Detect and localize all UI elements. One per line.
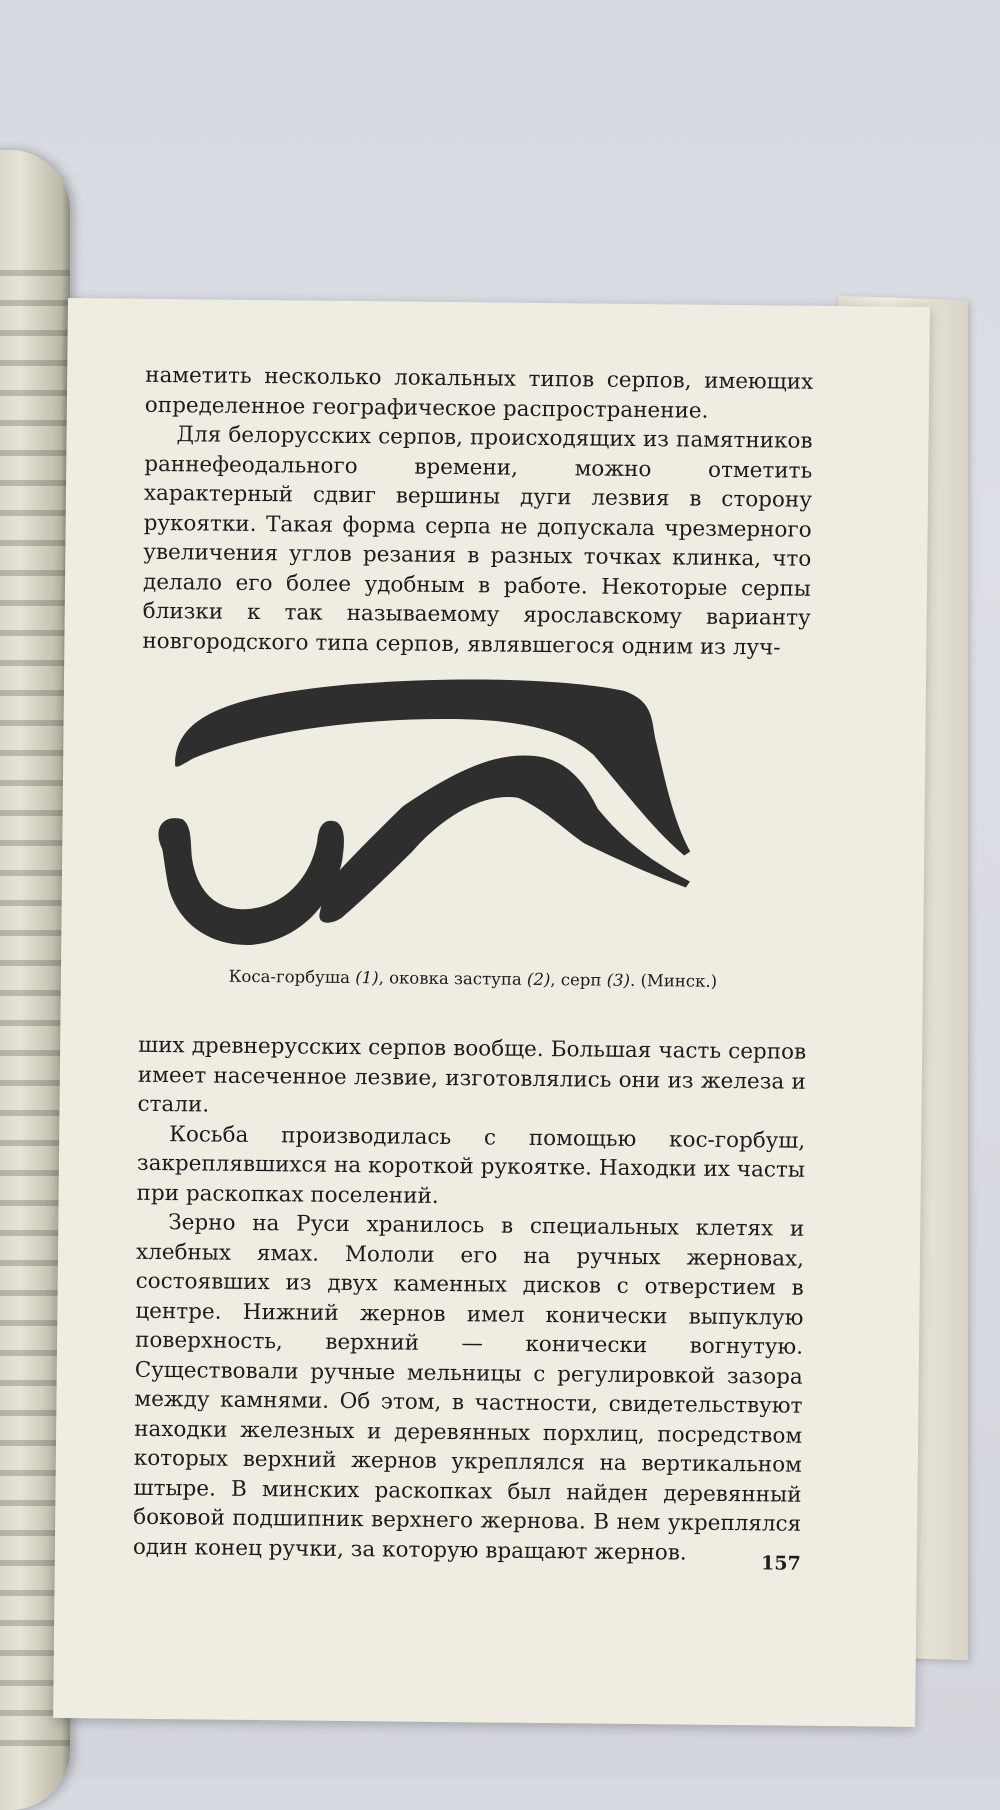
caption-num-3: (3)	[606, 970, 631, 990]
text-block-lower	[133, 1031, 807, 1569]
paragraph: ших древнерусских серпов вообще. Большая часть серпов имеет насеченное лезвие, изготовлялись они из железа и стали.	[137, 1032, 807, 1118]
paragraph: Для белорусских серпов, происходящих из памятников раннефеодального времени, можно отметить характерный сдвиг вершины дуги лезвия в сторону рукоятки. Такая форма серпа не допускала чрезмерного увеличения углов резания в разных точках клинка, что делало его более удобным в работе. Некоторые серпы близки к так называемому ярославскому варианту новгородского типа серпов, являвшегося одним из луч-	[142, 422, 813, 660]
paragraph: наметить несколько локальных типов серпов, имеющих определенное географическое распространение.	[144, 362, 814, 424]
figure-caption	[139, 966, 807, 992]
paragraph: Косьба производилась с помощью кос-горбуш, закреплявшихся на короткой рукоятке. Находки их часты при раскопках поселений.	[136, 1121, 806, 1209]
spade-edging-image	[157, 818, 344, 946]
caption-place: . (Минск.)	[629, 970, 718, 991]
caption-num-1: (1)	[355, 968, 379, 988]
caption-item-3: , серп	[550, 970, 602, 990]
book-page	[53, 298, 930, 1727]
page-number: 157	[761, 1552, 801, 1575]
caption-num-2: (2)	[526, 969, 551, 990]
sickle-figure	[151, 654, 754, 960]
paragraph: Зерно на Руси хранилось в специальных клетях и хлебных ямах. Мололи его на ручных жерновах, состоявших из двух каменных дисков с отверстием в центре. Нижний жернов имел конически выпуклую поверхность, верхний — конически вогнутую. Существовали ручные мельницы с регулировкой зазора между камнями. Об этом, в частности, свидетельствуют находки железных и деревянных порхлиц, посредством которых верхний жернов укреплялся на вертикальном штыре. В минских раскопках был найден деревянный боковой подшипник верхнего жернова. В нем укреплялся один конец ручки, за которую вращают жернов.	[132, 1210, 805, 1566]
text-block-upper	[142, 361, 813, 663]
caption-item-1: Коса-горбуша	[228, 966, 351, 987]
caption-item-2: , оковка заступа	[378, 968, 522, 989]
